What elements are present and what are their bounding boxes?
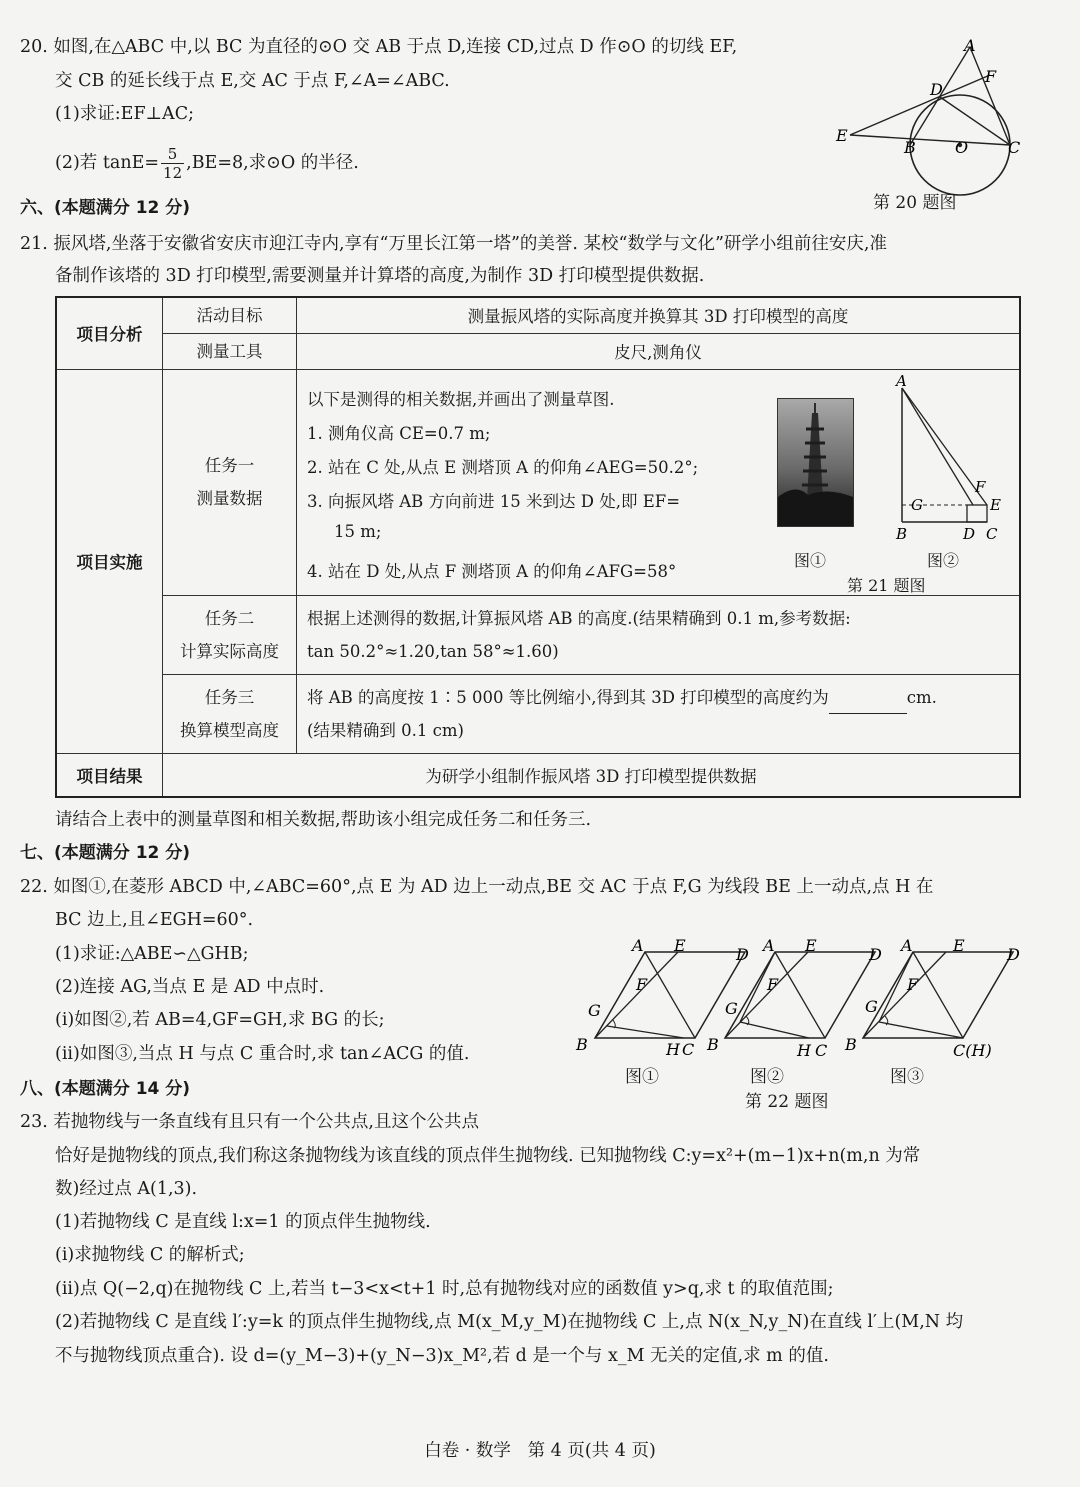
fraction-numerator: 5 — [161, 145, 184, 164]
t3-unit: cm. — [906, 687, 937, 707]
f1-label-c: C — [682, 1040, 695, 1059]
q20-stem-line2: 交 CB 的延长线于点 E,交 AC 于点 F,∠A=∠ABC. — [55, 71, 450, 91]
task2-title: 任务二 — [204, 608, 255, 628]
task1-subtitle: 测量数据 — [196, 489, 263, 508]
q20-part2 — [55, 145, 359, 182]
q22-fig2-label: 图② — [750, 1067, 784, 1087]
fig2-label-a: A — [896, 371, 907, 390]
f1-label-g: G — [588, 1001, 601, 1020]
q23-stem-line1: 23. 若抛物线与一条直线有且只有一个公共点,且这个公共点 — [20, 1112, 479, 1132]
q21-figure-caption: 第 21 题图 — [847, 575, 926, 595]
cell-tools: 皮尺,测角仪 — [297, 333, 1021, 369]
page-footer: 白卷 · 数学 第 4 页(共 4 页) — [424, 1441, 656, 1461]
task3-title: 任务三 — [204, 687, 255, 707]
side-ac — [970, 47, 1010, 145]
fig1-label: 图① — [794, 550, 827, 570]
t1-item1: 1. 测角仪高 CE=0.7 m; — [307, 423, 491, 443]
t1-item3-cont: 15 m; — [334, 521, 382, 541]
q23-part1-ii: (ii)点 Q(−2,q)在抛物线 C 上,若当 t−3<x<t+1 时,总有抛物线对应的函数值 y>q,求 t 的取值范围; — [55, 1279, 834, 1299]
label-c: C — [1008, 138, 1021, 157]
cell-task3-content — [297, 674, 1021, 753]
q20-figure-caption: 第 20 题图 — [873, 193, 957, 213]
q22-stem-line1: 22. 如图①,在菱形 ABCD 中,∠ABC=60°,点 E 为 AD 边上一动点,BE 交 AC 于点 F,G 为线段 BE 上一动点,点 H 在 — [20, 877, 934, 897]
task2-subtitle: 计算实际高度 — [180, 641, 279, 661]
fig2-label-e: E — [990, 495, 1001, 514]
f3-label-a: A — [901, 936, 913, 955]
f2-label-d: D — [869, 945, 882, 964]
project-table — [55, 296, 1021, 798]
cell-task2-content — [297, 595, 1021, 674]
cell-task1-content — [297, 369, 1021, 595]
f2-label-e: E — [805, 936, 817, 955]
cell-analysis: 项目分析 — [56, 297, 163, 369]
cell-result: 为研学小组制作振风塔 3D 打印模型提供数据 — [163, 753, 1021, 797]
f3-label-g: G — [865, 997, 878, 1016]
cell-goal-label: 活动目标 — [163, 297, 297, 333]
cell-implementation: 项目实施 — [56, 369, 163, 753]
cell-task3-label — [163, 674, 297, 753]
fig2-label: 图② — [927, 550, 960, 570]
t1-item3: 3. 向振风塔 AB 方向前进 15 米到达 D 处,即 EF= — [307, 491, 681, 511]
q23-part2-line1: (2)若抛物线 C 是直线 l′:y=k 的顶点伴生抛物线,点 M(x_M,y_M)在抛物线 C 上,点 N(x_N,y_N)在直线 l′上(M,N 均 — [55, 1312, 964, 1332]
section-7-heading: 七、(本题满分 12 分) — [20, 843, 191, 863]
t1-intro: 以下是测得的相关数据,并画出了测量草图. — [307, 389, 615, 409]
f2-label-h: H — [797, 1041, 811, 1060]
section-8-heading: 八、(本题满分 14 分) — [20, 1079, 191, 1099]
q22-part1: (1)求证:△ABE∽△GHB; — [55, 944, 249, 964]
f2-label-b: B — [707, 1035, 719, 1054]
q23-stem-line2: 恰好是抛物线的顶点,我们称这条抛物线为该直线的顶点伴生抛物线. 已知抛物线 C:y=x²+(m−1)x+n(m,n 为常 — [55, 1146, 921, 1166]
q20-part2-post: ,BE=8,求⊙O 的半径. — [186, 153, 359, 173]
f1-label-e: E — [674, 936, 686, 955]
t3-line2: (结果精确到 0.1 cm) — [307, 720, 464, 740]
f3-label-d: D — [1007, 945, 1020, 964]
q20-stem-line1: 20. 如图,在△ABC 中,以 BC 为直径的⊙O 交 AB 于点 D,连接 CD,过点 D 作⊙O 的切线 EF, — [20, 37, 738, 57]
fraction — [161, 145, 184, 182]
q21-stem-line2: 备制作该塔的 3D 打印模型,需要测量并计算塔的高度,为制作 3D 打印模型提供数据. — [55, 266, 705, 286]
task1-title: 任务一 — [204, 456, 255, 475]
fig2-label-c: C — [986, 524, 998, 543]
f2-label-g: G — [725, 999, 738, 1018]
fraction-denominator: 12 — [163, 164, 183, 182]
f1-label-a: A — [632, 936, 644, 955]
t2-line2: tan 50.2°≈1.20,tan 58°≈1.60) — [307, 641, 559, 661]
q21-stem-line1: 21. 振风塔,坐落于安徽省安庆市迎江寺内,享有“万里长江第一塔”的美誉. 某校“数学与文化”研学小组前往安庆,准 — [20, 234, 887, 254]
label-f: F — [985, 67, 997, 86]
label-a: A — [964, 36, 976, 55]
t3-text: 将 AB 的高度按 1∶5 000 等比例缩小,得到其 3D 打印模型的高度约为 — [307, 687, 829, 707]
cell-tools-label: 测量工具 — [163, 333, 297, 369]
task3-subtitle: 换算模型高度 — [180, 720, 279, 740]
f3-label-f: F — [907, 975, 919, 994]
fig2-label-b: B — [896, 524, 908, 543]
f1-label-h: H — [666, 1040, 680, 1059]
cell-goal: 测量振风塔的实际高度并换算其 3D 打印模型的高度 — [297, 297, 1021, 333]
f1-label-f: F — [636, 975, 648, 994]
q22-stem-line2: BC 边上,且∠EGH=60°. — [55, 910, 254, 930]
label-d: D — [930, 80, 943, 99]
label-e: E — [836, 126, 848, 145]
q22-figure-caption: 第 22 题图 — [745, 1092, 829, 1112]
q22-figure-3 — [845, 938, 1025, 1068]
q20-figure — [830, 35, 1030, 195]
fig2-label-d: D — [963, 524, 976, 543]
q22-part2: (2)连接 AG,当点 E 是 AD 中点时. — [55, 977, 325, 997]
f3-label-e: E — [953, 936, 965, 955]
cell-task2-label — [163, 595, 297, 674]
label-o: O — [955, 138, 969, 157]
q23-part1: (1)若抛物线 C 是直线 l:x=1 的顶点伴生抛物线. — [55, 1212, 431, 1232]
fig2-label-g: G — [911, 495, 923, 514]
f1-label-d: D — [736, 945, 749, 964]
label-b: B — [904, 138, 916, 157]
f3-label-ch: C(H) — [953, 1041, 992, 1060]
q22-fig1-label: 图① — [625, 1067, 659, 1087]
f3-label-b: B — [845, 1035, 857, 1054]
q23-part2-line2: 不与抛物线顶点重合). 设 d=(y_M−3)+(y_N−3)x_M²,若 d 是一个与 x_M 无关的定值,求 m 的值. — [55, 1346, 829, 1366]
cell-result-label: 项目结果 — [56, 753, 163, 797]
fig2-label-f: F — [975, 477, 986, 496]
f2-label-c: C — [815, 1041, 828, 1060]
t2-line1: 根据上述测得的数据,计算振风塔 AB 的高度.(结果精确到 0.1 m,参考数据: — [307, 608, 851, 628]
t1-item2: 2. 站在 C 处,从点 E 测塔顶 A 的仰角∠AEG=50.2°; — [307, 457, 699, 477]
fig2-diagram — [887, 371, 1022, 549]
q22-fig3-label: 图③ — [890, 1067, 924, 1087]
pagoda-icon — [778, 399, 853, 526]
answer-blank — [829, 695, 907, 714]
q20-part1: (1)求证:EF⊥AC; — [55, 104, 194, 124]
q22-part2-ii: (ii)如图③,当点 H 与点 C 重合时,求 tan∠ACG 的值. — [55, 1044, 470, 1064]
tangent-ef — [850, 75, 990, 135]
tower-photo — [777, 398, 854, 527]
t1-item4: 4. 站在 D 处,从点 F 测塔顶 A 的仰角∠AFG=58° — [307, 561, 677, 581]
q21-after-text: 请结合上表中的测量草图和相关数据,帮助该小组完成任务二和任务三. — [55, 810, 592, 830]
q20-part2-pre: (2)若 tanE= — [55, 153, 160, 173]
f1-label-b: B — [576, 1035, 588, 1054]
t3-line1 — [307, 681, 1009, 714]
q22-part2-i: (i)如图②,若 AB=4,GF=GH,求 BG 的长; — [55, 1010, 385, 1030]
q23-stem-line3: 数)经过点 A(1,3). — [55, 1179, 198, 1199]
line-ec — [850, 135, 1010, 145]
cell-task1-label — [163, 369, 297, 595]
section-6-heading: 六、(本题满分 12 分) — [20, 198, 191, 218]
q23-part1-i: (i)求抛物线 C 的解析式; — [55, 1245, 245, 1265]
f2-label-f: F — [767, 975, 779, 994]
f2-label-a: A — [763, 936, 775, 955]
